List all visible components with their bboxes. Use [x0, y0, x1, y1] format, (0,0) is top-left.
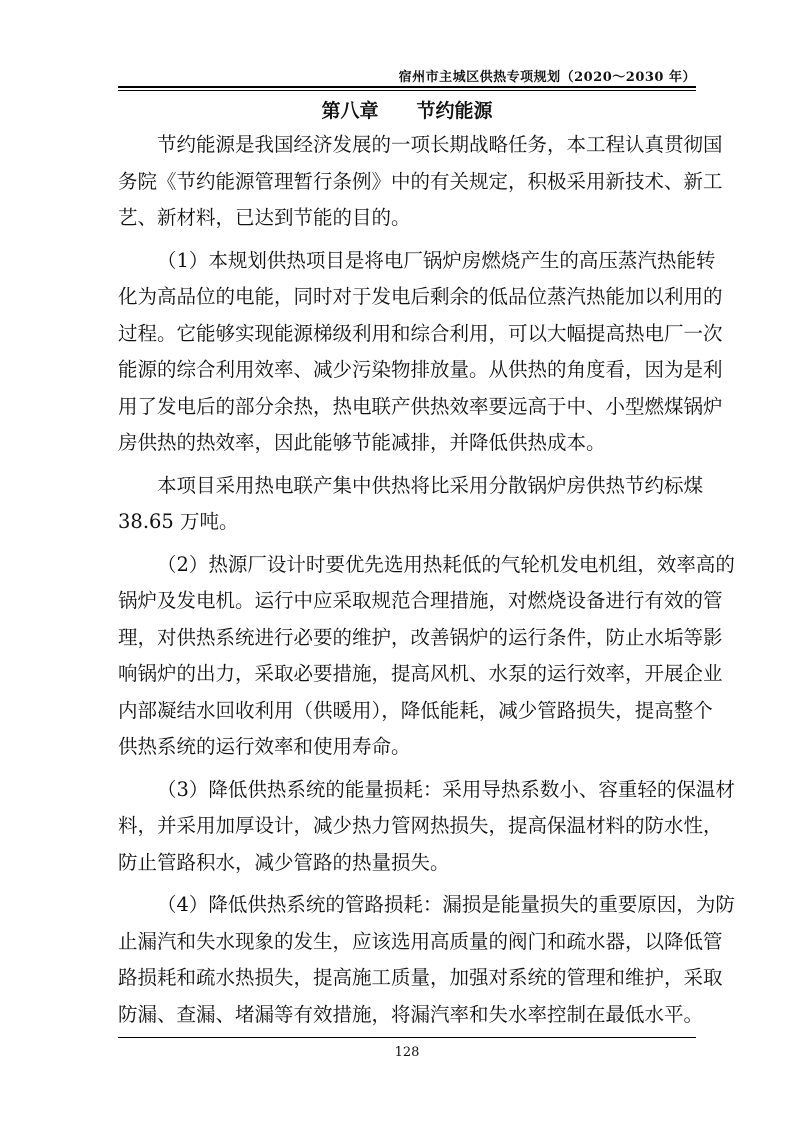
- paragraph-line: 防漏、查漏、堵漏等有效措施，将漏汽率和失水率控制在最低水平。: [118, 1002, 704, 1026]
- paragraph-line: （3）降低供热系统的能量损耗：采用导热系数小、容重轻的保温材: [157, 777, 735, 801]
- paragraph-line: 锅炉及发电机。运行中应采取规范合理措施，对燃烧设备进行有效的管: [118, 589, 723, 612]
- paragraph-item-1: [118, 243, 723, 462]
- paragraph-item-4: [118, 887, 735, 1033]
- paragraph-line: 防止管路积水，减少管路的热量损失。: [118, 850, 450, 874]
- paragraph-line: 房供热的热效率，因此能够节能减排，并降低供热成本。: [118, 431, 606, 454]
- running-header: 宿州市主城区供热专项规划（2020～2030 年）: [398, 70, 696, 85]
- paragraph-line: 过程。它能够实现能源梯级利用和综合利用，可以大幅提高热电厂一次: [118, 321, 723, 345]
- paragraph-line: （4）降低供热系统的管路损耗：漏损是能量损失的重要原因，为防: [157, 893, 735, 916]
- paragraph-line: 理，对供热系统进行必要的维护，改善锅炉的运行条件，防止水垢等影: [118, 625, 723, 649]
- header-rule: [118, 86, 696, 88]
- paragraph-item-3: [118, 772, 735, 882]
- paragraph-line: 料，并采用加厚设计，减少热力管网热损失，提高保温材料的防水性，: [118, 814, 723, 837]
- paragraph-line: 路损耗和疏水热损失，提高施工质量，加强对系统的管理和维护，采取: [118, 966, 723, 989]
- paragraph-line: 能源的综合利用效率、减少污染物排放量。从供热的角度看，因为是利: [118, 358, 723, 381]
- paragraph-item-2: [118, 547, 735, 766]
- paragraph-line: 止漏汽和失水现象的发生，应该选用高质量的阀门和疏水器，以降低管: [118, 929, 723, 953]
- paragraph-line: 38.65 万吨。: [118, 510, 239, 533]
- body-text: [118, 127, 735, 1033]
- page-number: 128: [394, 1045, 420, 1060]
- paragraph-coal-saving: [118, 468, 704, 541]
- paragraph-line: （2）热源厂设计时要优先选用热耗低的气轮机发电机组，效率高的: [157, 552, 735, 576]
- chapter-title: 第八章 节约能源: [321, 100, 493, 122]
- header-rule-thin: [118, 90, 696, 91]
- paragraph-line: 艺、新材料，已达到节能的目的。: [118, 206, 411, 229]
- paragraph-line: 务院《节约能源管理暂行条例》中的有关规定，积极采用新技术、新工: [118, 169, 723, 193]
- paragraph-line: （1）本规划供热项目是将电厂锅炉房燃烧产生的高压蒸汽热能转: [157, 248, 716, 272]
- paragraph-line: 供热系统的运行效率和使用寿命。: [118, 735, 411, 758]
- paragraph-line: 本项目采用热电联产集中供热将比采用分散锅炉房供热节约标煤: [157, 473, 704, 497]
- paragraph-line: 化为高品位的电能，同时对于发电后剩余的低品位蒸汽热能加以利用的: [118, 285, 723, 308]
- paragraph-line: 用了发电后的部分余热，热电联产供热效率要远高于中、小型燃煤锅炉: [118, 394, 723, 418]
- paragraph-intro: [118, 127, 723, 237]
- paragraph-line: 内部凝结水回收利用（供暖用），降低能耗，减少管路损失，提高整个: [118, 698, 713, 722]
- paragraph-line: 响锅炉的出力，采取必要措施，提高风机、水泵的运行效率，开展企业: [118, 662, 723, 685]
- footer-rule: [118, 1037, 696, 1038]
- paragraph-line: 节约能源是我国经济发展的一项长期战略任务，本工程认真贯彻国: [157, 133, 723, 156]
